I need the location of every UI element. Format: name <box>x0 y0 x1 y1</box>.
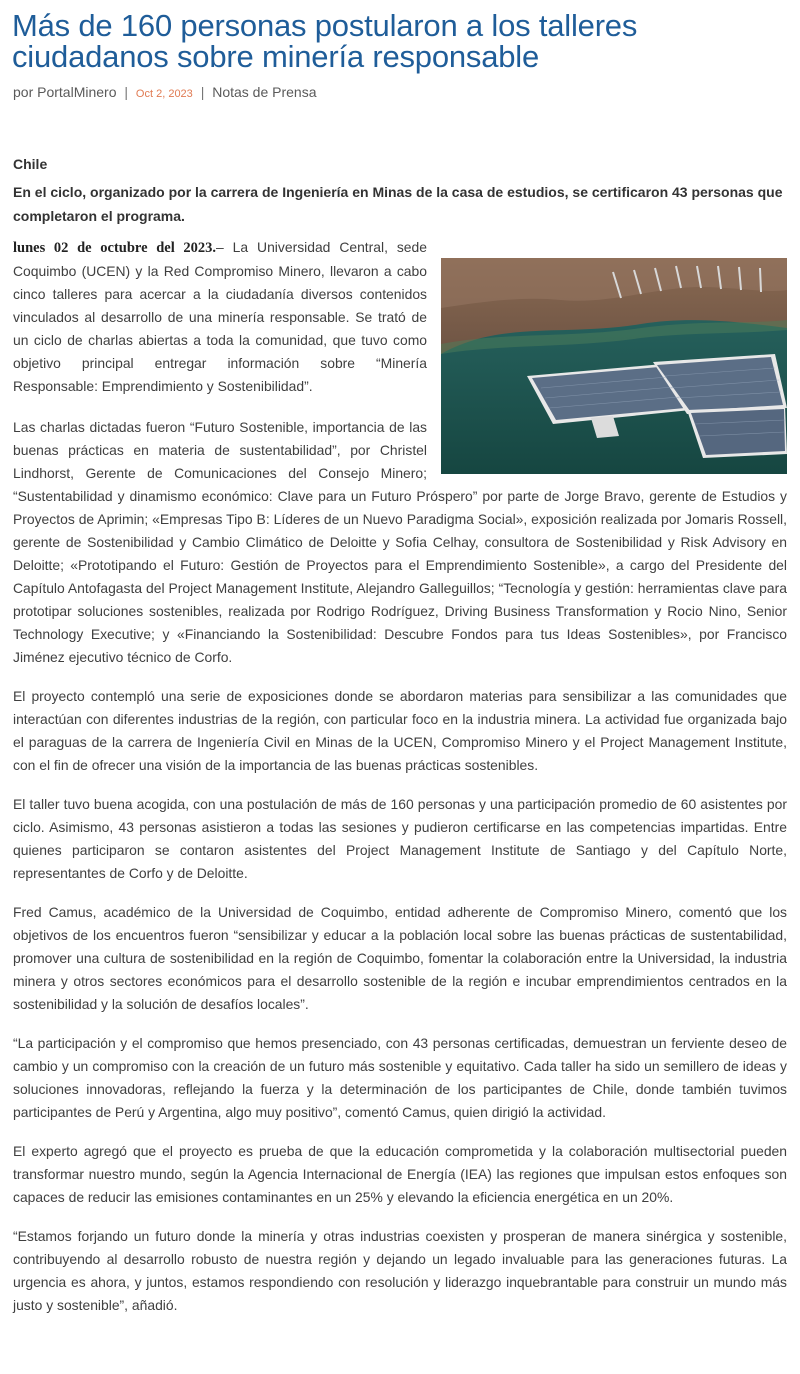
category-link[interactable]: Notas de Prensa <box>212 84 317 100</box>
article-title: Más de 160 personas postularon a los talleres ciudadanos sobre minería responsable <box>12 8 638 74</box>
author-link[interactable]: PortalMinero <box>37 84 117 100</box>
publish-date: Oct 2, 2023 <box>135 88 193 100</box>
dateline: lunes 02 de octubre del 2023. <box>13 240 217 256</box>
paragraph: “La participación y el compromiso que hemos presenciado, con 43 personas certificadas, demuestran un ferviente deseo de cambio y un compromiso con la creación de un futuro más sostenible y equitativo. Cada taller ha sido un semillero de ideas y soluciones innovadoras, reflejando la fuerza y la determinación de los participantes de Chile, donde también tuvimos participantes de Perú y Argentina, algo muy positivo”, comentó Camus, quien dirigió la actividad. <box>13 1035 787 1120</box>
paragraph: “Estamos forjando un futuro donde la minería y otras industrias coexisten y prosperan de manera sinérgica y sostenible, contribuyendo al desarrollo robusto de nuestra región y dejando un legado invaluable para las generaciones futuras. La urgencia es ahora, y juntos, estamos respondiendo con resolución y liderazgo inquebrantable para construir un mundo más justo y sostenible”, añadió. <box>13 1228 787 1313</box>
article-meta <box>13 84 317 100</box>
floating-solar-photo <box>441 258 787 474</box>
paragraph: Fred Camus, académico de la Universidad de Coquimbo, entidad adherente de Compromiso Minero, comentó que los objetivos de los encuentros fueron “sensibilizar y educar a la población local sobre las buenas prácticas de sustentabilidad, promover una cultura de sostenibilidad en la región de Coquimbo, fomentar la colaboración entre la Universidad, la industria minera y otros sectores económicos para el desarrollo sostenible de la región e incubar emprendimientos centrados en la sostenibilidad y la solución de desafíos locales”. <box>13 904 787 1012</box>
meta-separator: | <box>200 84 205 100</box>
meta-separator: | <box>124 84 129 100</box>
paragraph: El taller tuvo buena acogida, con una postulación de más de 160 personas y una participación promedio de 60 asistentes por ciclo. Asimismo, 43 personas asistieron a todas las sesiones y pudieron certificarse en las competencias impartidas. Entre quienes participaron se contaron asistentes del Project Management Institute de Santiago y del Capítulo Norte, representantes de Corfo y de Deloitte. <box>13 796 787 881</box>
paragraph: El proyecto contempló una serie de exposiciones donde se abordaron materias para sensibilizar a las comunidades que interactúan con diferentes industrias de la región, con particular foco en la industria minera. La actividad fue organizada bajo el paraguas de la carrera de Ingeniería Civil en Minas de la UCEN, Compromiso Minero y el Project Management Institute, con el fin de ofrecer una visión de la importancia de las buenas prácticas sostenibles. <box>13 688 787 773</box>
by-prefix: por <box>13 84 34 100</box>
article-summary: En el ciclo, organizado por la carrera de Ingeniería en Minas de la casa de estudios, se certificaron 43 personas que completaron el programa. <box>13 184 783 224</box>
article-body <box>13 236 787 1333</box>
paragraph: El experto agregó que el proyecto es prueba de que la educación comprometida y la colaboración multisectorial pueden transformar nuestro mundo, según la Agencia Internacional de Energía (IEA) las regiones que impulsan estos enfoques son capaces de reducir las emisiones contaminantes en un 25% y elevando la eficiencia energética en un 20%. <box>13 1143 787 1205</box>
paragraph: Las charlas dictadas fueron “Futuro Sostenible, importancia de las buenas prácticas en materia de sustentabilidad”, por Christel Lindhorst, Gerente de Comunicaciones del Consejo Minero; “Sustentabilidad y dinamismo económico: Clave para un Futuro Próspero” por parte de Jorge Bravo, gerente de Estudios y Proyectos de Aprimin; «Empresas Tipo B: Líderes de un Nuevo Paradigma Social», exposición realizada por Jomaris Rossell, gerente de Sostenibilidad y Cambio Climático de Deloitte y Sofia Celhay, consultora de Sostenibilidad y Risk Advisory en Deloitte; «Prototipando el Futuro: Gestión de Proyectos para el Emprendimiento Sostenible», a cargo del Presidente del Capítulo Antofagasta del Project Management Institute, Alejandro Galleguillos; “Tecnología y gestión: herramientas clave para prototipar soluciones sostenibles, realizada por Rodrigo Rodríguez, Driving Business Transformation y Rocio Nino, Senior Technology Executive; y «Financiando la Sostenibilidad: Descubre Fondos para tus Ideas Sostenibles», por Francisco Jiménez ejecutivo técnico de Corfo. <box>13 419 787 665</box>
paragraph-text: – La Universidad Central, sede Coquimbo (UCEN) y la Red Compromiso Minero, llevaron a cabo cinco talleres para acercar a la ciudadanía diversos contenidos vinculados al desarrollo de una minería responsable. Se trató de un ciclo de charlas abiertas a toda la comunidad, que tuvo como objetivo principal entregar información sobre “Minería Responsable: Emprendimiento y Sostenibilidad”. <box>13 239 427 394</box>
country-label: Chile <box>13 156 48 172</box>
article-lead <box>13 152 788 228</box>
